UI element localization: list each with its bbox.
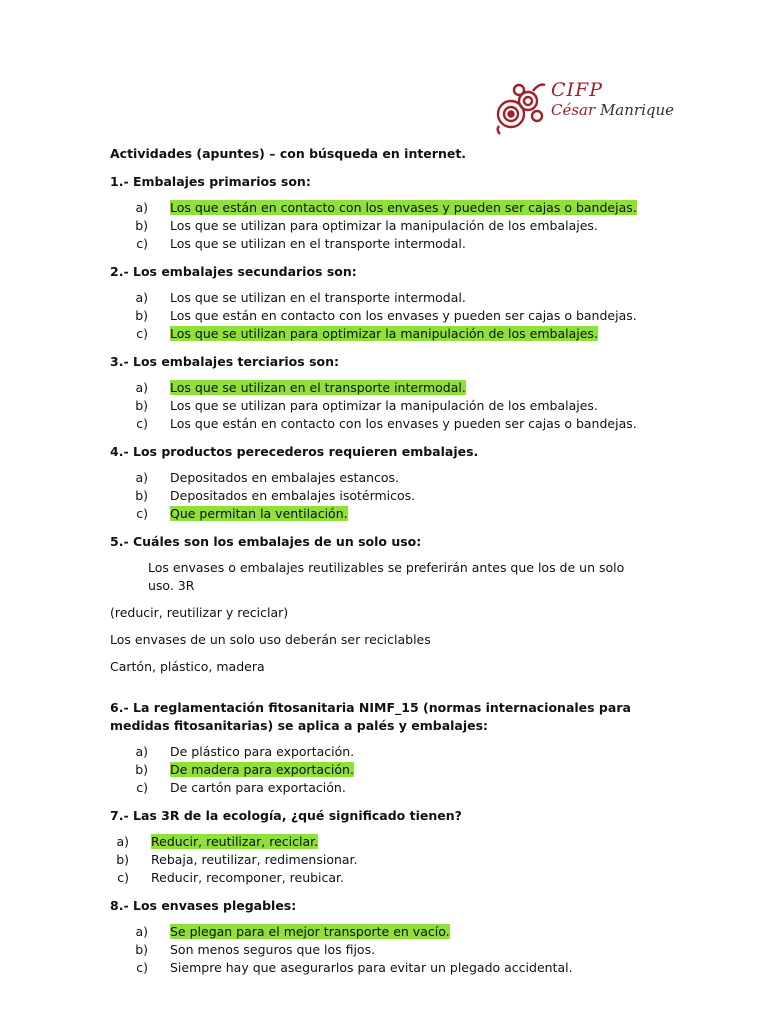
question-7-heading: 7.- Las 3R de la ecología, ¿qué significado tienen? <box>110 808 462 823</box>
option-letter: b) <box>135 308 148 323</box>
option-item <box>110 487 650 505</box>
option-item <box>110 379 650 397</box>
question-1-heading: 1.- Embalajes primarios son: <box>110 174 311 189</box>
option-letter: c) <box>136 236 148 251</box>
option-text-correct: De madera para exportación. <box>170 762 354 777</box>
option-letter: b) <box>135 762 148 777</box>
option-letter: a) <box>135 290 148 305</box>
option-letter: a) <box>135 470 148 485</box>
option-text: Los que están en contacto con los envases y pueden ser cajas o bandejas. <box>170 416 637 431</box>
option-letter: a) <box>135 924 148 939</box>
question-7-options <box>110 833 650 887</box>
document-body <box>110 145 650 987</box>
logo-subtitle-second: Manrique <box>599 101 675 119</box>
question-2-heading: 2.- Los embalajes secundarios son: <box>110 264 357 279</box>
question-5-heading: 5.- Cuáles son los embalajes de un solo uso: <box>110 534 422 549</box>
option-item <box>110 307 650 325</box>
option-text-correct: Los que se utilizan para optimizar la manipulación de los embalajes. <box>170 326 598 341</box>
option-item <box>110 469 650 487</box>
answer-paragraph: Cartón, plástico, madera <box>110 659 265 674</box>
question-8-heading: 8.- Los envases plegables: <box>110 898 297 913</box>
option-letter: c) <box>136 780 148 795</box>
answer-paragraph: Los envases o embalajes reutilizables se preferirán antes que los de un solo uso. 3R <box>148 560 625 593</box>
option-item <box>110 217 650 235</box>
option-letter: a) <box>116 834 129 849</box>
answer-paragraph: (reducir, reutilizar y reciclar) <box>110 605 289 620</box>
option-item <box>110 761 650 779</box>
option-letter: c) <box>136 326 148 341</box>
option-letter: c) <box>136 416 148 431</box>
option-letter: c) <box>117 870 129 885</box>
option-text: Depositados en embalajes isotérmicos. <box>170 488 416 503</box>
option-item <box>110 397 650 415</box>
option-item <box>110 779 650 797</box>
option-text: Siempre hay que asegurarlos para evitar un plegado accidental. <box>170 960 573 975</box>
document-title: Actividades (apuntes) – con búsqueda en internet. <box>110 146 467 161</box>
option-text: Los que se utilizan en el transporte intermodal. <box>170 290 466 305</box>
logo-subtitle-first: César <box>551 101 600 119</box>
option-text: De plástico para exportación. <box>170 744 355 759</box>
option-letter: b) <box>116 852 129 867</box>
logo-emblem-icon <box>495 76 551 136</box>
question-8-options <box>110 923 650 977</box>
option-item <box>110 833 650 851</box>
question-4-heading: 4.- Los productos perecederos requieren embalajes. <box>110 444 479 459</box>
question-3-options <box>110 379 650 433</box>
option-text-correct: Los que se utilizan en el transporte intermodal. <box>170 380 466 395</box>
option-text: De cartón para exportación. <box>170 780 346 795</box>
option-letter: b) <box>135 488 148 503</box>
option-item <box>110 235 650 253</box>
option-item <box>110 289 650 307</box>
option-text: Los que están en contacto con los envases y pueden ser cajas o bandejas. <box>170 308 637 323</box>
option-item <box>110 959 650 977</box>
option-text: Son menos seguros que los fijos. <box>170 942 376 957</box>
question-6-options <box>110 743 650 797</box>
option-text: Los que se utilizan en el transporte intermodal. <box>170 236 466 251</box>
option-text: Los que se utilizan para optimizar la manipulación de los embalajes. <box>170 218 598 233</box>
option-letter: a) <box>135 744 148 759</box>
option-item <box>110 923 650 941</box>
option-letter: b) <box>135 398 148 413</box>
option-text-correct: Se plegan para el mejor transporte en vacío. <box>170 924 450 939</box>
option-letter: c) <box>136 960 148 975</box>
option-letter: c) <box>136 506 148 521</box>
spacer <box>110 685 650 699</box>
answer-paragraph: Los envases de un solo uso deberán ser reciclables <box>110 632 431 647</box>
option-text: Los que se utilizan para optimizar la manipulación de los embalajes. <box>170 398 598 413</box>
option-letter: b) <box>135 942 148 957</box>
question-3-heading: 3.- Los embalajes terciarios son: <box>110 354 339 369</box>
option-item <box>110 869 650 887</box>
logo-title: CIFP <box>551 79 604 101</box>
question-1-options <box>110 199 650 253</box>
option-text-correct: Los que están en contacto con los envases y pueden ser cajas o bandejas. <box>170 200 637 215</box>
option-text-correct: Que permitan la ventilación. <box>170 506 348 521</box>
question-6-heading: 6.- La reglamentación fitosanitaria NIMF_15 (normas internacionales para medidas fitosanitarias) se aplica a palés y embalajes: <box>110 700 631 733</box>
question-2-options <box>110 289 650 343</box>
cifp-logo <box>495 76 675 136</box>
option-item <box>110 199 650 217</box>
option-item <box>110 415 650 433</box>
logo-subtitle <box>551 101 674 119</box>
option-text-correct: Reducir, reutilizar, reciclar. <box>151 834 319 849</box>
question-4-options <box>110 469 650 523</box>
option-item <box>110 743 650 761</box>
option-text: Reducir, recomponer, reubicar. <box>151 870 345 885</box>
option-text: Rebaja, reutilizar, redimensionar. <box>151 852 358 867</box>
option-item <box>110 325 650 343</box>
option-letter: a) <box>135 200 148 215</box>
option-letter: b) <box>135 218 148 233</box>
option-text: Depositados en embalajes estancos. <box>170 470 400 485</box>
option-item <box>110 941 650 959</box>
option-letter: a) <box>135 380 148 395</box>
option-item <box>110 505 650 523</box>
option-item <box>110 851 650 869</box>
